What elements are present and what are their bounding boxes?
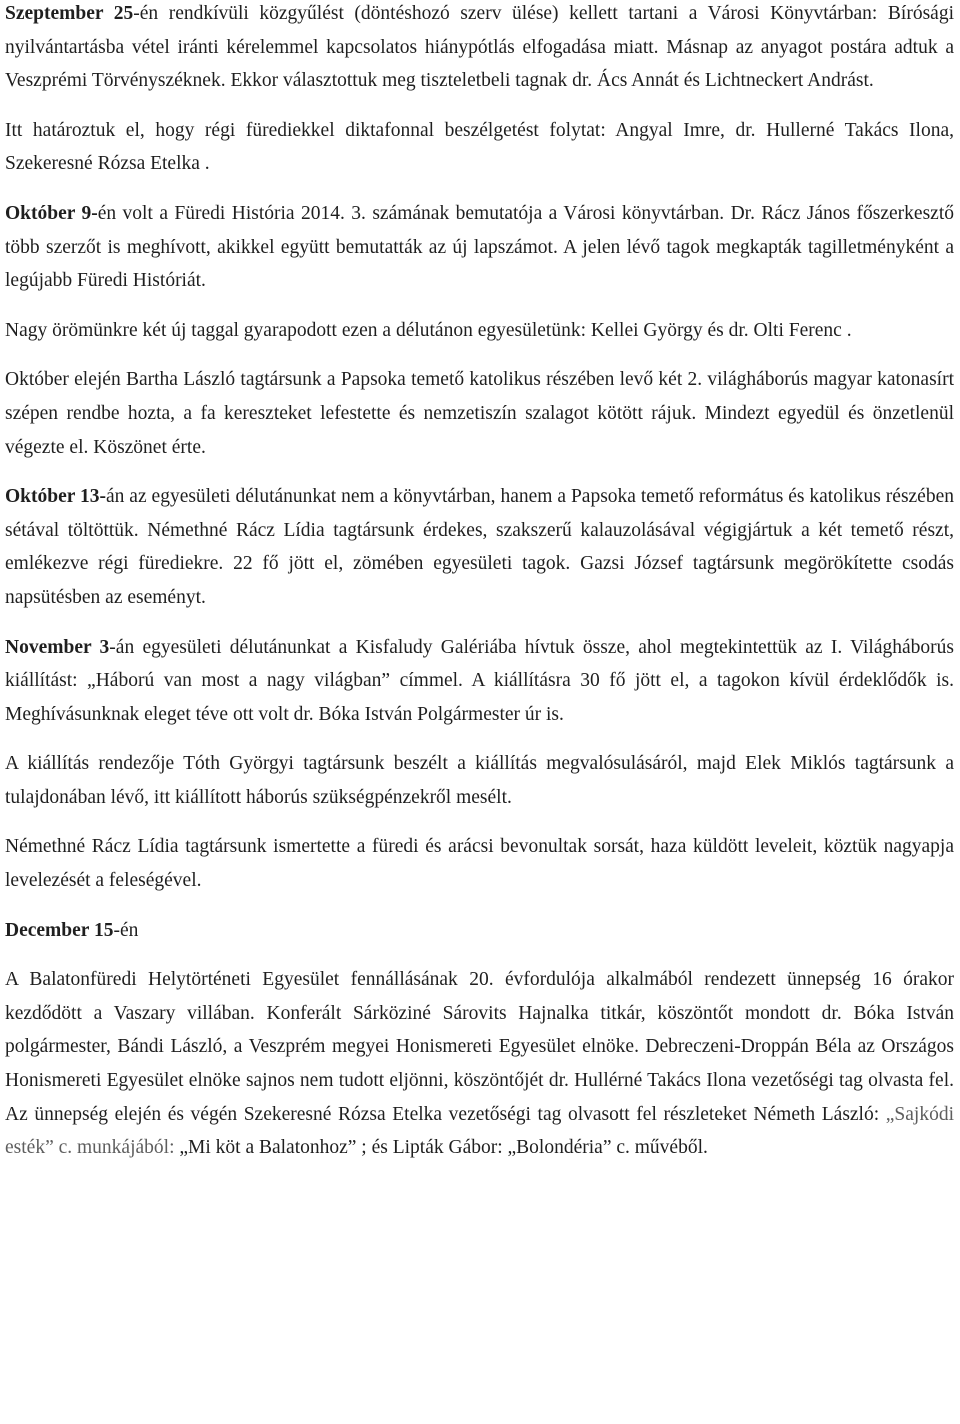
paragraph-anniversary (5, 963, 954, 1165)
paragraph-october-9 (5, 197, 954, 298)
paragraph-october-13 (5, 480, 954, 614)
paragraph-text: Nagy örömünkre két új taggal gyarapodott ezen a délutánon egyesületünk: Kellei György és dr. Olti Ferenc . (5, 319, 852, 341)
date-heading: Október 13- (5, 486, 106, 508)
paragraph-december-15-heading (5, 914, 954, 948)
date-heading: December 15 (5, 919, 114, 941)
paragraph-text: „Mi köt a Balatonhoz” ; és Lipták Gábor: „Bolondéria” c. művéből. (179, 1137, 708, 1159)
paragraph-november-3 (5, 631, 954, 732)
paragraph-text: -án egyesületi délutánunkat a Kisfaludy Galériába hívtuk össze, ahol megtekintettük az I. Világháborús kiállítást: „Háború van most a nagy világban” címmel. A kiállításra 30 fő jött el, a tagokon kívül érdeklődők is. Meghívásunknak eleget téve ott volt dr. Bóka István Polgármester úr is. (5, 636, 954, 725)
paragraph-text: -én rendkívüli közgyűlést (döntéshozó szerv ülése) kellett tartani a Városi Könyvtárban: Bírósági nyilvántartásba vétel iránti kérelemmel kapcsolatos hiánypótlás elfogadása miatt. Másnap az anyagot postára adtuk a Veszprémi Törvényszéknek. Ekkor választottuk meg tiszteletbeli tagnak dr. Ács Annát és Lichtneckert Andrást. (5, 3, 954, 92)
paragraph-new-members (5, 314, 954, 348)
paragraph-text: Itt határoztuk el, hogy régi fürediekkel diktafonnal beszélgetést folytat: Angyal Imre, dr. Hullerné Takács Ilona, Szekeresné Rózsa Etelka . (5, 119, 954, 175)
paragraph-october-early (5, 363, 954, 464)
paragraph-text: A kiállítás rendezője Tóth Györgyi tagtársunk beszélt a kiállítás megvalósulásáról, majd Elek Miklós tagtársunk a tulajdonában lévő, itt kiállított háborús szükségpénzekről mesélt. (5, 753, 954, 808)
paragraph-september-25 (5, 0, 954, 98)
date-heading: November 3 (5, 636, 110, 658)
paragraph-text: Október elején Bartha László tagtársunk a Papsoka temető katolikus részében levő két 2. világháborús magyar katonasírt szépen rendbe hozta, a fa kereszteket lefestette és nemzetiszín szalagot kötött rájuk. Mindezt egyedül és önzetlenül végezte el. Köszönet érte. (5, 369, 954, 458)
paragraph-text: án az egyesületi délutánunkat nem a könyvtárban, hanem a Papsoka temető református és katolikus részében sétával töltöttük. Némethné Rácz Lídia tagtársunk érdekes, szakszerű kalauzolásával végigjártuk a két temető részt, emlékezve régi fürediekre. 22 fő jött el, zömében egyesületi tagok. Gazsi József tagtársunk megörökítette csodás napsütésben az eseményt. (5, 486, 954, 608)
date-heading: Október 9- (5, 202, 98, 224)
paragraph-letters (5, 830, 954, 897)
paragraph-text: -én (113, 919, 139, 941)
paragraph-exhibition-organizer (5, 747, 954, 814)
date-heading: Szeptember 25 (5, 3, 134, 24)
paragraph-interviews (5, 114, 954, 181)
paragraph-text-quoted-title: „Sajkódi esték” c. munkájából: (5, 1103, 954, 1159)
paragraph-text: A Balatonfüredi Helytörténeti Egyesület fennállásának 20. évfordulója alkalmából rendezett ünnepség 16 órakor kezdődött a Vaszary villában. Konferált Sárköziné Sárovits Hajnalka titkár, köszöntőt mondott dr. Bóka István polgármester, Bándi László, a Veszprém megyei Honismereti Egyesület elnöke. Debreczeni-Droppán Béla az Országos Honismereti Egyesület elnöke sajnos nem tudott eljönni, köszöntőjét dr. Hullérné Takács Ilona vezetőségi tag olvasta fel. Az ünnepség elején és végén Szekeresné Rózsa Etelka vezetőségi tag olvasott fel részleteket Németh László: (5, 969, 954, 1125)
paragraph-text: Némethné Rácz Lídia tagtársunk ismertette a füredi és arácsi bevonultak sorsát, haza küldött leveleit, köztük nagyapja levelezését a feleségével. (5, 836, 954, 892)
paragraph-text: én volt a Füredi História 2014. 3. számának bemutatója a Városi könyvtárban. Dr. Rácz János főszerkesztő több szerzőt is meghívott, akikkel együtt bemutatták az új lapszámot. A jelen lévő tagok megkapták tagilletményként a legújabb Füredi Históriát. (5, 202, 954, 292)
